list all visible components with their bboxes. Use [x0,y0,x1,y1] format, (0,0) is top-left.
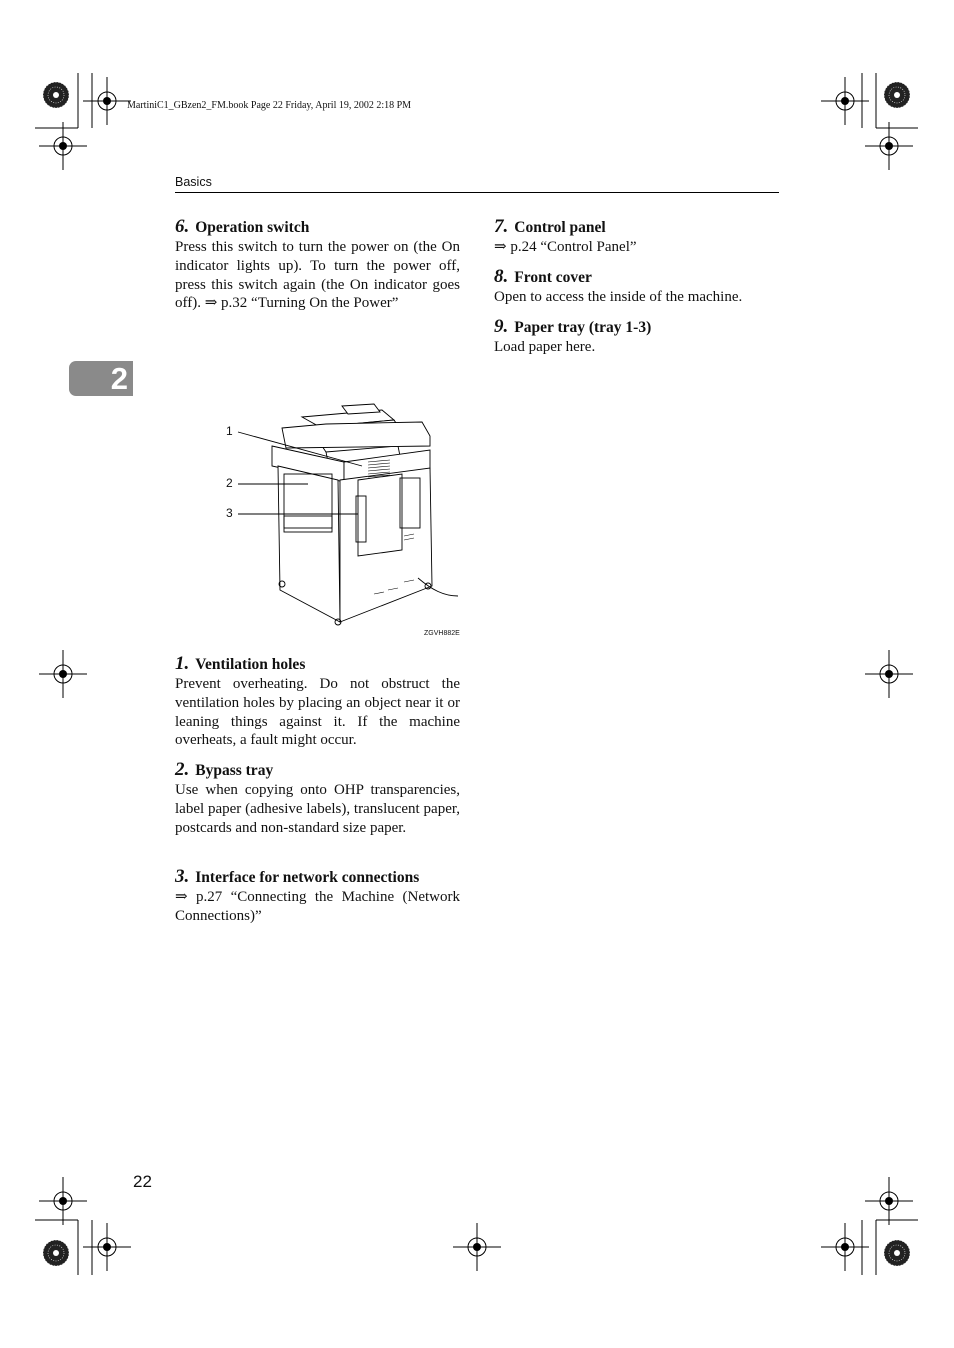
callout-2: 2 [226,476,233,490]
callout-1: 1 [226,424,233,438]
item-number: 3. [175,866,190,887]
item-number: 9. [494,316,509,337]
item-control-panel [494,217,784,257]
starburst-mark-bottom-left [43,1240,69,1266]
item-number: 6. [175,216,190,237]
item-body: Prevent overheating. Do not obstruct the ventilation holes by placing an object near it or leaning things against it. If the machine overheats, a fault might occur. [175,676,460,749]
item-number: 7. [494,216,509,237]
starburst-mark-top-left [43,82,69,108]
item-title: Bypass tray [195,762,274,779]
item-number: 2. [175,759,190,780]
file-meta: MartiniC1_GBzen2_FM.book Page 22 Friday, April 19, 2002 2:18 PM [127,100,412,111]
chapter-tab [69,361,133,396]
item-title: Control panel [514,219,606,236]
running-head: Basics [175,175,212,189]
item-title: Operation switch [195,219,310,236]
item-body: Use when copying onto OHP transparencies, label paper (adhesive labels), translucent paper, postcards and non-standard size paper. [175,782,460,836]
item-ventilation-holes [175,654,460,750]
item-operation-switch [175,217,460,313]
item-bypass-tray [175,760,460,837]
item-network-interface [175,867,460,926]
item-body: ⇒ p.27 “Connecting the Machine (Network Connections)” [175,889,460,924]
starburst-mark-bottom-right [884,1240,910,1266]
item-body: Load paper here. [494,339,596,355]
item-number: 1. [175,653,190,674]
item-body: ⇒ p.24 “Control Panel” [494,239,637,255]
item-title: Interface for network connections [195,869,420,886]
item-body: Open to access the inside of the machine. [494,289,743,305]
starburst-mark-top-right [884,82,910,108]
item-paper-tray [494,317,784,357]
page-number: 22 [133,1172,152,1191]
figure-code: ZGVH882E [424,630,460,637]
copier-rear-illustration [222,400,460,640]
item-front-cover [494,267,784,307]
item-title: Front cover [514,269,592,286]
chapter-number: 2 [110,361,128,396]
item-title: Ventilation holes [195,656,306,673]
item-title: Paper tray (tray 1-3) [514,319,652,336]
item-number: 8. [494,266,509,287]
item-body: Press this switch to turn the power on (the On indicator lights up). To turn the power off, press this switch again (the On indicator goes off). ⇒ p.32 “Turning On the Power” [175,239,460,312]
callout-3: 3 [226,506,233,520]
header-rule [175,192,779,193]
